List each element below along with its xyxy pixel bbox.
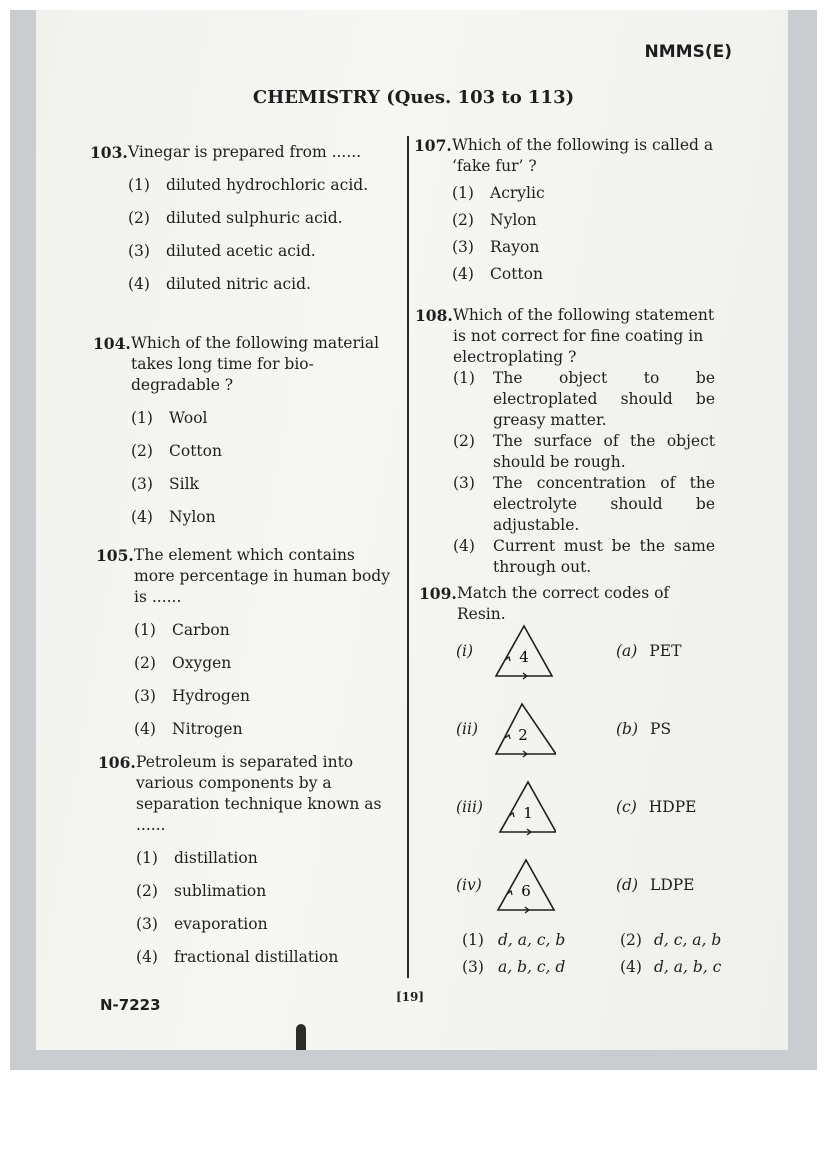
option-number: (1) — [452, 184, 474, 202]
column-divider — [407, 136, 409, 978]
question-104 — [93, 333, 391, 528]
option-number: (2) — [134, 654, 156, 672]
option-4 — [96, 719, 394, 740]
option-number: (2) — [620, 931, 642, 949]
option-text: The object to be electroplated should be greasy matter. — [493, 369, 715, 429]
option-number: (4) — [128, 275, 150, 293]
match-answer — [616, 642, 681, 660]
question-stem — [415, 305, 715, 368]
question-text: Match the correct codes of Resin. — [457, 584, 670, 623]
option-2 — [415, 431, 715, 473]
option-text: Wool — [169, 409, 208, 427]
question-number: 107. — [414, 136, 452, 155]
option-number: (1) — [136, 849, 158, 867]
option-3 — [90, 241, 380, 262]
option-number: (2) — [131, 442, 153, 460]
recycle-triangle-icon — [492, 622, 556, 680]
question-103 — [90, 142, 380, 295]
option-text: The concentration of the electrolyte should be adjustable. — [493, 474, 715, 534]
option-number: (2) — [453, 432, 475, 450]
page-number: [19] — [396, 990, 425, 1004]
recycle-triangle-icon — [492, 700, 556, 758]
option-text: diluted acetic acid. — [166, 242, 316, 260]
option-text: Current must be the same through out. — [493, 537, 715, 576]
match-answer — [616, 720, 671, 738]
recycle-triangle-icon — [492, 778, 556, 836]
option-text: diluted hydrochloric acid. — [166, 176, 369, 194]
option-1 — [98, 848, 396, 869]
option-4 — [93, 507, 391, 528]
option-text: Rayon — [490, 238, 540, 256]
question-stem — [419, 583, 719, 625]
option-list — [96, 620, 394, 740]
option-3 — [98, 914, 396, 935]
option-text: distillation — [174, 849, 258, 867]
section-title: CHEMISTRY (Ques. 103 to 113) — [252, 87, 575, 108]
option-3 — [96, 686, 394, 707]
question-stem — [93, 333, 391, 396]
option-text: Nitrogen — [172, 720, 243, 738]
resin-name: LDPE — [650, 876, 695, 894]
option-2 — [93, 441, 391, 462]
recycle-triangle-icon — [492, 856, 556, 914]
question-number: 109. — [419, 584, 457, 603]
match-letter: (b) — [616, 720, 639, 738]
option-text: Carbon — [172, 621, 230, 639]
resin-code: 4 — [519, 648, 529, 666]
option-4 — [98, 947, 396, 968]
option-text: Cotton — [169, 442, 222, 460]
option-number: (3) — [452, 238, 474, 256]
option-text: d, c, a, b — [654, 931, 722, 949]
option-text: diluted nitric acid. — [166, 275, 311, 293]
option-1 — [90, 175, 380, 196]
question-stem — [96, 545, 394, 608]
option-4 — [415, 536, 715, 578]
option-number: (4) — [453, 537, 475, 555]
resin-code: 1 — [523, 804, 533, 822]
question-stem — [98, 752, 396, 836]
option-3 — [93, 474, 391, 495]
resin-name: HDPE — [648, 798, 697, 816]
option-number: (3) — [462, 958, 484, 976]
question-number: 108. — [415, 306, 453, 325]
resin-name: PS — [650, 720, 672, 738]
option-1 — [93, 408, 391, 429]
option-2 — [90, 208, 380, 229]
option-number: (4) — [131, 508, 153, 526]
match-answer — [616, 876, 695, 894]
option-number: (4) — [452, 265, 474, 283]
paper-code: N-7223 — [100, 996, 161, 1014]
option-number: (3) — [131, 475, 153, 493]
match-letter: (c) — [616, 798, 637, 816]
match-roman: (ii) — [456, 720, 479, 738]
option-number: (2) — [452, 211, 474, 229]
option-list — [90, 175, 380, 295]
option-1 — [415, 368, 715, 431]
binding-notch — [296, 1024, 306, 1050]
option-3 — [414, 237, 714, 258]
option-number: (1) — [462, 931, 484, 949]
resin-code: 2 — [518, 726, 528, 744]
option-list — [98, 848, 396, 968]
question-106 — [98, 752, 396, 968]
option-number: (1) — [131, 409, 153, 427]
option-text: Hydrogen — [172, 687, 251, 705]
codes-row-2 — [462, 954, 721, 981]
question-108 — [415, 305, 715, 578]
option-number: (1) — [128, 176, 150, 194]
option-1 — [96, 620, 394, 641]
match-letter: (d) — [616, 876, 639, 894]
option-number: (3) — [453, 474, 475, 492]
option-2 — [96, 653, 394, 674]
match-row-iii — [456, 778, 746, 848]
question-stem — [414, 135, 714, 177]
resin-name: PET — [649, 642, 682, 660]
question-text: Petroleum is separated into various components by a separation technique known as ...... — [136, 753, 382, 834]
option-2 — [98, 881, 396, 902]
option-text: diluted sulphuric acid. — [166, 209, 343, 227]
option-number: (3) — [134, 687, 156, 705]
resin-code: 6 — [521, 882, 531, 900]
codes-row-1 — [462, 927, 721, 954]
answer-codes — [462, 927, 721, 981]
question-number: 105. — [96, 546, 134, 565]
question-stem — [90, 142, 380, 163]
option-number: (1) — [453, 369, 475, 387]
option-text: The surface of the object should be rough. — [493, 432, 715, 471]
option-4 — [414, 264, 714, 285]
option-text: Acrylic — [490, 184, 545, 202]
option-text: Oxygen — [172, 654, 232, 672]
option-number: (3) — [128, 242, 150, 260]
option-number: (4) — [136, 948, 158, 966]
option-list — [93, 408, 391, 528]
option-text: a, b, c, d — [498, 958, 566, 976]
option-list — [415, 368, 715, 578]
question-105 — [96, 545, 394, 740]
question-109 — [419, 583, 719, 625]
option-text: Nylon — [490, 211, 537, 229]
question-number: 104. — [93, 334, 131, 353]
option-list — [414, 183, 714, 285]
question-number: 103. — [90, 143, 128, 162]
option-number: (1) — [134, 621, 156, 639]
question-107 — [414, 135, 714, 285]
option-text: Nylon — [169, 508, 216, 526]
option-text: Silk — [169, 475, 199, 493]
option-text: fractional distillation — [174, 948, 339, 966]
option-number: (2) — [136, 882, 158, 900]
option-number: (2) — [128, 209, 150, 227]
match-roman: (iv) — [456, 876, 482, 894]
question-text: Which of the following material takes long time for bio-degradable ? — [131, 334, 380, 394]
exam-tag: NMMS(E) — [644, 42, 732, 62]
match-row-i — [456, 622, 746, 692]
question-number: 106. — [98, 753, 136, 772]
option-number: (3) — [136, 915, 158, 933]
match-row-ii — [456, 700, 746, 770]
option-4 — [90, 274, 380, 295]
match-letter: (a) — [616, 642, 638, 660]
option-text: sublimation — [174, 882, 267, 900]
option-text: Cotton — [490, 265, 543, 283]
option-text: d, a, b, c — [654, 958, 722, 976]
question-text: Which of the following is called a ‘fake fur’ ? — [452, 136, 714, 175]
match-roman: (i) — [456, 642, 474, 660]
match-row-iv — [456, 856, 746, 926]
match-roman: (iii) — [456, 798, 483, 816]
option-text: d, a, c, b — [498, 931, 566, 949]
option-number: (4) — [620, 958, 642, 976]
question-text: The element which contains more percentage in human body is ...... — [134, 546, 390, 606]
option-3 — [415, 473, 715, 536]
option-2 — [414, 210, 714, 231]
option-1 — [414, 183, 714, 204]
option-number: (4) — [134, 720, 156, 738]
question-text: Vinegar is prepared from ...... — [128, 143, 362, 161]
question-text: Which of the following statement is not correct for fine coating in electroplating ? — [453, 306, 715, 366]
match-answer — [616, 798, 696, 816]
option-text: evaporation — [174, 915, 268, 933]
